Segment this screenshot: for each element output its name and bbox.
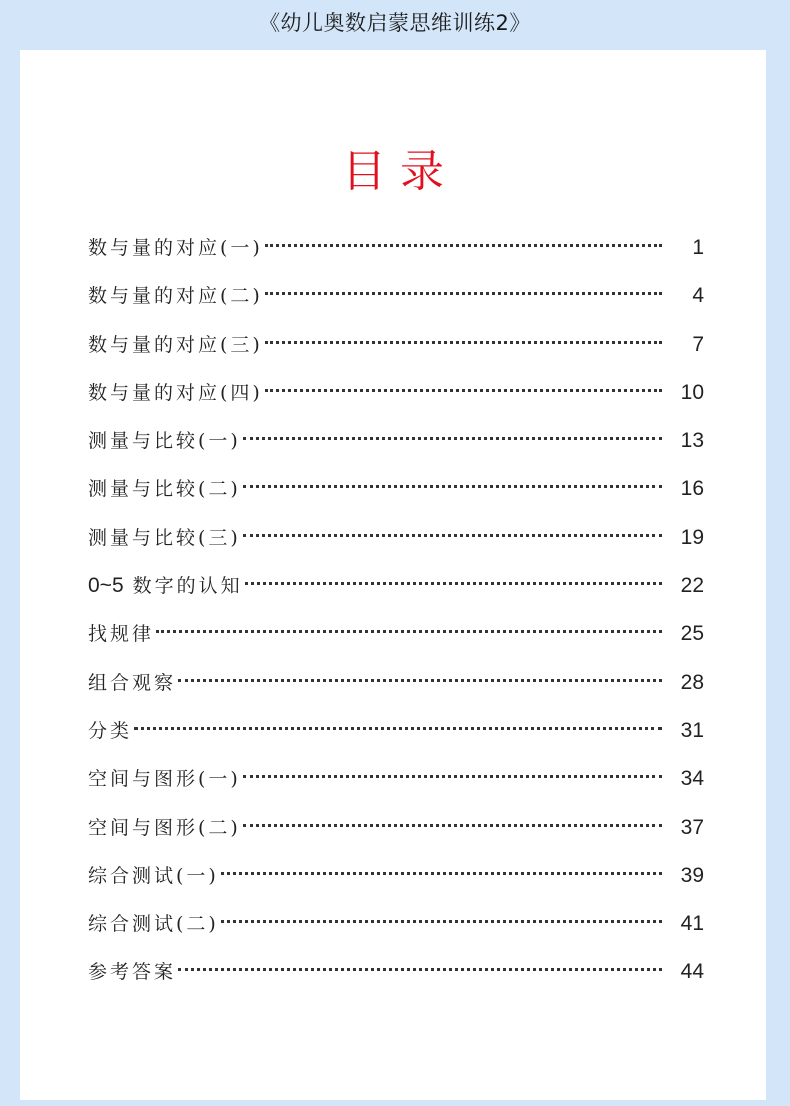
dot-leader: [265, 244, 662, 247]
toc-item[interactable]: [88, 713, 704, 761]
toc-item-page-number: 31: [680, 718, 704, 742]
dot-leader: [243, 775, 662, 778]
dot-leader: [265, 341, 662, 344]
toc-item[interactable]: [88, 761, 704, 809]
toc-item[interactable]: [88, 858, 704, 906]
toc-item-label: 找规律: [88, 623, 155, 646]
toc-item[interactable]: [88, 327, 704, 375]
toc-item-label: [88, 568, 243, 604]
toc-item-page-number: 22: [680, 574, 704, 598]
toc-item-page-number: 7: [692, 332, 704, 356]
toc-item-page-number: 37: [680, 815, 704, 839]
toc-item-label: 测量与比较(三): [88, 526, 241, 549]
toc-item[interactable]: [88, 616, 704, 664]
toc-item[interactable]: [88, 230, 704, 278]
toc-item-page-number: 34: [680, 767, 704, 791]
toc-item-page-number: 44: [680, 960, 704, 984]
toc-item-page-number: 13: [680, 429, 704, 453]
dot-leader: [134, 727, 662, 730]
toc-item[interactable]: [88, 568, 704, 616]
toc-item-page-number: 19: [680, 525, 704, 549]
dot-leader: [178, 679, 662, 682]
dot-leader: [243, 437, 662, 440]
dot-leader: [243, 824, 662, 827]
toc-item-page-number: 41: [680, 912, 704, 936]
toc-item[interactable]: [88, 906, 704, 954]
book-title: 《幼儿奥数启蒙思维训练2》: [259, 11, 531, 35]
toc-item[interactable]: [88, 375, 704, 423]
dot-leader: [243, 485, 662, 488]
toc-item-label: 数与量的对应(三): [88, 333, 263, 356]
toc-item-label: 空间与图形(二): [88, 816, 241, 839]
dot-leader: [156, 630, 662, 633]
toc-page-panel: [20, 50, 766, 1100]
toc-item-page-number: 16: [680, 477, 704, 501]
toc-item-page-number: 1: [692, 236, 704, 259]
toc-item[interactable]: [88, 278, 704, 326]
toc-item-label: 数与量的对应(一): [88, 237, 263, 259]
dot-leader: [178, 968, 662, 971]
toc-item-label: 组合观察: [88, 671, 177, 694]
toc-item-label: 空间与图形(一): [88, 768, 241, 791]
toc-item-label: 数与量的对应(二): [88, 285, 263, 308]
toc-item-label: 参考答案: [88, 961, 177, 984]
toc-item[interactable]: [88, 423, 704, 471]
dot-leader: [221, 920, 662, 923]
toc-item-label: 测量与比较(二): [88, 478, 241, 501]
toc-item-page-number: 25: [680, 622, 704, 646]
toc-item[interactable]: [88, 520, 704, 568]
dot-leader: [243, 534, 662, 537]
toc-item[interactable]: [88, 665, 704, 713]
toc-item-label-prefix: 0~5: [88, 574, 124, 598]
toc-item-label: 测量与比较(一): [88, 430, 241, 453]
toc-item-page-number: 4: [692, 284, 704, 308]
toc-item-label: 综合测试(二): [88, 913, 219, 936]
dot-leader: [221, 872, 662, 875]
toc-item-label: 数与量的对应(四): [88, 381, 263, 404]
toc-item-page-number: 39: [680, 863, 704, 887]
toc-item[interactable]: [88, 954, 704, 1002]
toc-item-page-number: 28: [680, 670, 704, 694]
toc-item-label-text: 数字的认知: [132, 575, 243, 598]
toc-item-page-number: 10: [680, 380, 704, 404]
toc-item-label: 分类: [88, 719, 133, 742]
toc-heading: 目录: [342, 146, 458, 197]
toc-list: [88, 230, 704, 1003]
toc-item[interactable]: [88, 471, 704, 519]
dot-leader: [265, 389, 662, 392]
dot-leader: [265, 292, 662, 295]
toc-item[interactable]: [88, 810, 704, 858]
toc-item-label: 综合测试(一): [88, 864, 219, 887]
dot-leader: [245, 582, 662, 585]
